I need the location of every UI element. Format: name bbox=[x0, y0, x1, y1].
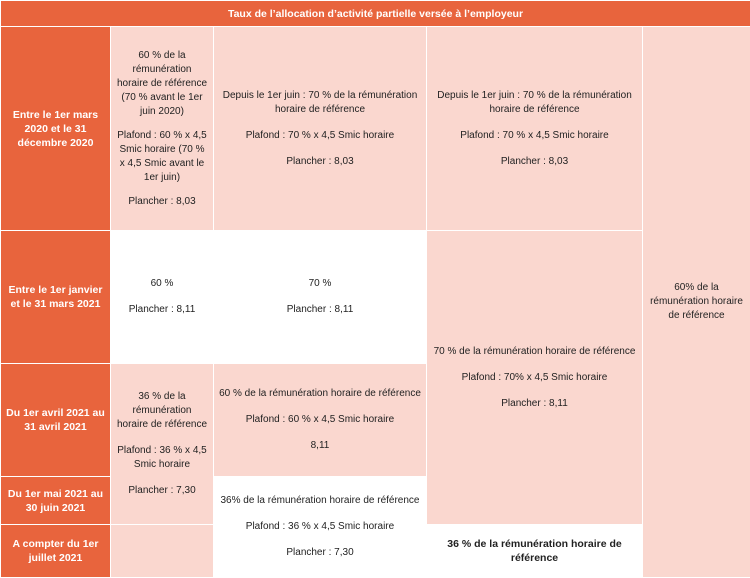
row-label-mar-dec-2020: Entre le 1er mars 2020 et le 31 décembre 2020 bbox=[1, 27, 111, 231]
row-label-from-jul-2021: A compter du 1er juillet 2021 bbox=[1, 525, 111, 578]
cell-col4: 60% de la rémunération horaire de référence bbox=[643, 27, 750, 578]
cell-text: 60 % de la rémunération horaire de référence bbox=[219, 387, 421, 401]
cell-text: Plafond : 70% x 4,5 Smic horaire bbox=[432, 371, 637, 385]
table-title: Taux de l’allocation d’activité partielle versée à l’employeur bbox=[1, 1, 750, 27]
cell-text: Plancher : 7,30 bbox=[116, 484, 208, 498]
cell-text: 8,11 bbox=[219, 439, 421, 453]
cell-text: Plafond : 60 % x 4,5 Smic horaire (70 % x 4,5 Smic avant le 1er juin) bbox=[116, 129, 208, 185]
cell-col3-row1 bbox=[427, 27, 643, 231]
cell-text: 60 % bbox=[116, 277, 208, 291]
cell-text: Plafond : 36 % x 4,5 Smic horaire bbox=[219, 520, 421, 534]
cell-text: Plancher : 8,03 bbox=[116, 195, 208, 209]
row-label-may-jun-2021: Du 1er mai 2021 au 30 juin 2021 bbox=[1, 477, 111, 525]
cell-text: 70 % de la rémunération horaire de référence bbox=[432, 345, 637, 359]
cell-text: Plancher : 8,11 bbox=[116, 303, 208, 317]
row-label-jan-mar-2021: Entre le 1er janvier et le 31 mars 2021 bbox=[1, 231, 111, 364]
cell-col1-row1 bbox=[111, 27, 214, 231]
cell-text: Depuis le 1er juin : 70 % de la rémunération horaire de référence bbox=[432, 89, 637, 117]
cell-text: 60 % de la rémunération horaire de référence (70 % avant le 1er juin 2020) bbox=[116, 49, 208, 119]
cell-text: 36 % de la rémunération horaire de référence bbox=[116, 390, 208, 432]
cell-text: Plafond : 70 % x 4,5 Smic horaire bbox=[432, 129, 637, 143]
cell-text: Plancher : 7,30 bbox=[219, 546, 421, 560]
cell-col1-row2 bbox=[111, 231, 214, 364]
cell-text: Plafond : 36 % x 4,5 Smic horaire bbox=[116, 444, 208, 472]
cell-col2-row3 bbox=[214, 364, 427, 477]
cell-text: Plancher : 8,03 bbox=[219, 155, 421, 169]
cell-text: Plancher : 8,11 bbox=[219, 303, 421, 317]
cell-text: Depuis le 1er juin : 70 % de la rémunération horaire de référence bbox=[219, 89, 421, 117]
cell-col3-row2 bbox=[427, 231, 643, 525]
cell-text: Plafond : 60 % x 4,5 Smic horaire bbox=[219, 413, 421, 427]
cell-col1-row3 bbox=[111, 364, 214, 525]
cell-text: Plafond : 70 % x 4,5 Smic horaire bbox=[219, 129, 421, 143]
cell-text: 36% de la rémunération horaire de référence bbox=[219, 494, 421, 508]
cell-text: Plancher : 8,03 bbox=[432, 155, 637, 169]
cell-text: Plancher : 8,11 bbox=[432, 397, 637, 411]
cell-col2-row2 bbox=[214, 231, 427, 364]
cell-col3-row5: 36 % de la rémunération horaire de référence bbox=[427, 525, 643, 578]
cell-col2-row4 bbox=[214, 477, 427, 578]
cell-text: 70 % bbox=[219, 277, 421, 291]
row-label-apr-2021: Du 1er avril 2021 au 31 avril 2021 bbox=[1, 364, 111, 477]
cell-col1-row5 bbox=[111, 525, 214, 578]
cell-col2-row1 bbox=[214, 27, 427, 231]
